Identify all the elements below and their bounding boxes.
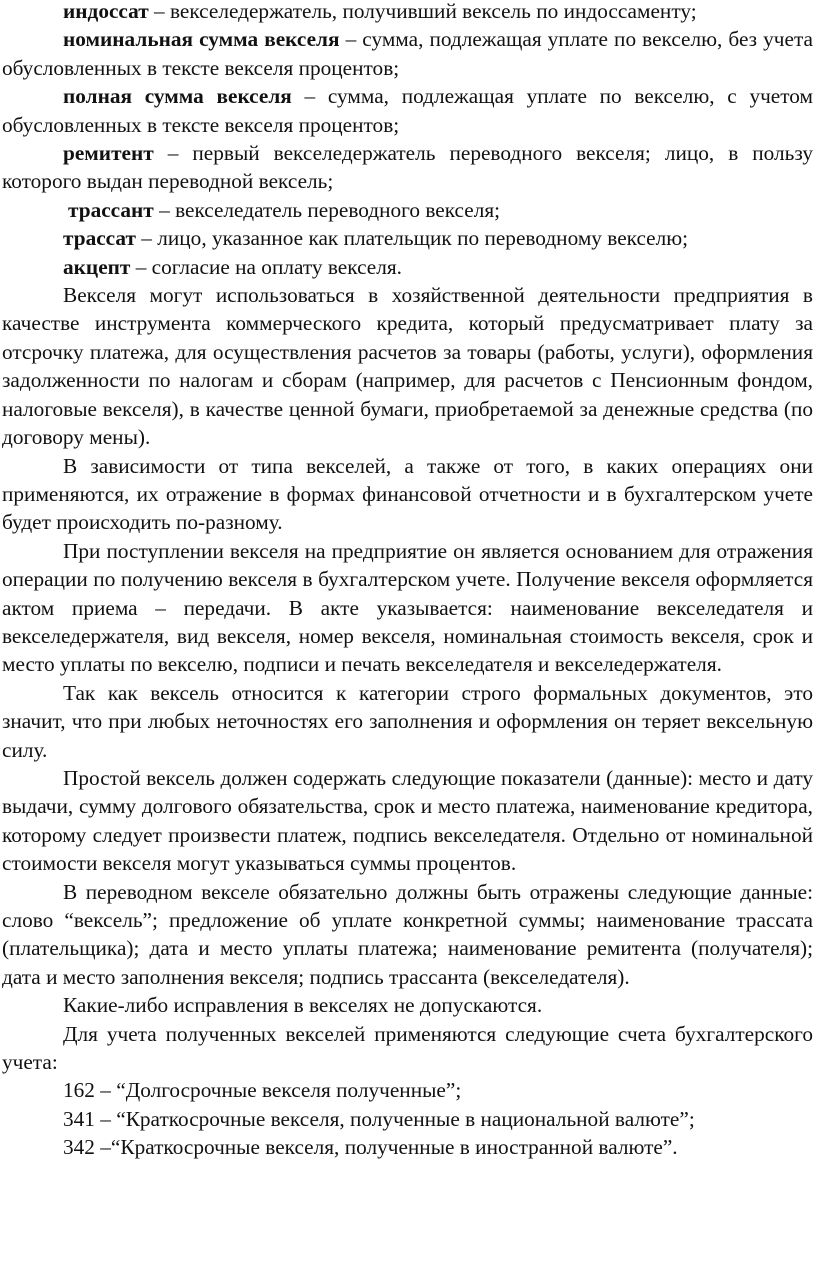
definition-text: – первый векселедержатель переводного векселя; лицо, в пользу которого выдан переводной вексель; [2,141,813,194]
definition-text: – сумма, подлежащая уплате по векселю, с учетом обусловленных в тексте векселя процентов; [2,84,813,137]
definition-term: номинальная сумма векселя [63,27,340,52]
definition-term: индоссат [63,0,149,23]
definition-term: полная сумма векселя [63,84,292,109]
paragraph-receipt: При поступлении векселя на предприятие он является основанием для отражения операции по получению векселя в бухгалтерском учете. Получение векселя оформляется актом приема – передачи. В акте указывается: наименование векселедателя и векселедержателя, вид векселя, номер векселя, номинальная стоимость векселя, срок и место уплаты по векселю, подписи и печать векселедателя и векселедержателя. [2,538,813,677]
paragraph-corrections: Какие-либо исправления в векселях не допускаются. [63,993,543,1018]
paragraph-accounts-intro: Для учета полученных векселей применяются следующие счета бухгалтерского учета: [2,1021,813,1075]
paragraph-formal: Так как вексель относится к категории строго формальных документов, это значит, что при любых неточностях его заполнения и оформления он теряет вексельную силу. [2,680,813,762]
definition-remitent [2,139,813,196]
definition-term: трассант [68,197,154,222]
definition-text: – сумма, подлежащая уплате по векселю, без учета обусловленных в тексте векселя процентов; [2,27,813,80]
definition-term: трассат [63,226,136,251]
definition-trassat [2,224,813,252]
definition-full-sum [2,82,813,139]
definition-text: – согласие на оплату векселя. [130,254,402,279]
definition-term: ремитент [63,141,154,166]
definition-indossat [2,0,813,25]
account-item-342: 342 –“Краткосрочные векселя, полученные в иностранной валюте”. [63,1135,678,1160]
paragraph-simple-bill: Простой вексель должен содержать следующие показатели (данные): место и дату выдачи, сумму долгового обязательства, срок и место платежа, наименование кредитора, которому следует произвести платеж, подпись векселедателя. Отдельно от номинальной стоимости векселя могут указываться суммы процентов. [2,765,813,876]
definition-nominal-sum [2,25,813,82]
definition-text: – векселедержатель, получивший вексель по индоссаменту; [148,0,697,23]
definition-trassant [2,196,813,224]
paragraph-transfer-bill: В переводном векселе обязательно должны быть отражены следующие данные: слово “вексель”; предложение об уплате конкретной суммы; наименование трассата (плательщика); дата и место уплаты платежа; наименование ремитента (получателя); дата и место заполнения векселя; подпись трассанта (векселедателя). [2,879,813,989]
paragraph-reporting: В зависимости от типа векселей, а также от того, в каких операциях они применяются, их отражение в формах финансовой отчетности и в бухгалтерском учете будет происходить по-разному. [2,453,813,535]
definition-term: акцепт [63,254,131,279]
definition-text: – векселедатель переводного векселя; [153,197,501,222]
paragraph-usage: Векселя могут использоваться в хозяйственной деятельности предприятия в качестве инструмента коммерческого кредита, который предусматривает плату за отсрочку платежа, для осуществления расчетов за товары (работы, услуги), оформления задолженности по налогам и сборам (например, для расчетов с Пенсионным фондом, налоговые векселя), в качестве ценной бумаги, приобретаемой за денежные средства (по договору мены). [2,283,813,450]
account-item-341: 341 – “Краткосрочные векселя, полученные в национальной валюте”; [63,1106,695,1131]
definition-akcept [2,253,813,281]
account-item-162: 162 – “Долгосрочные векселя полученные”; [63,1078,462,1103]
definition-text: – лицо, указанное как плательщик по переводному векселю; [135,226,689,251]
